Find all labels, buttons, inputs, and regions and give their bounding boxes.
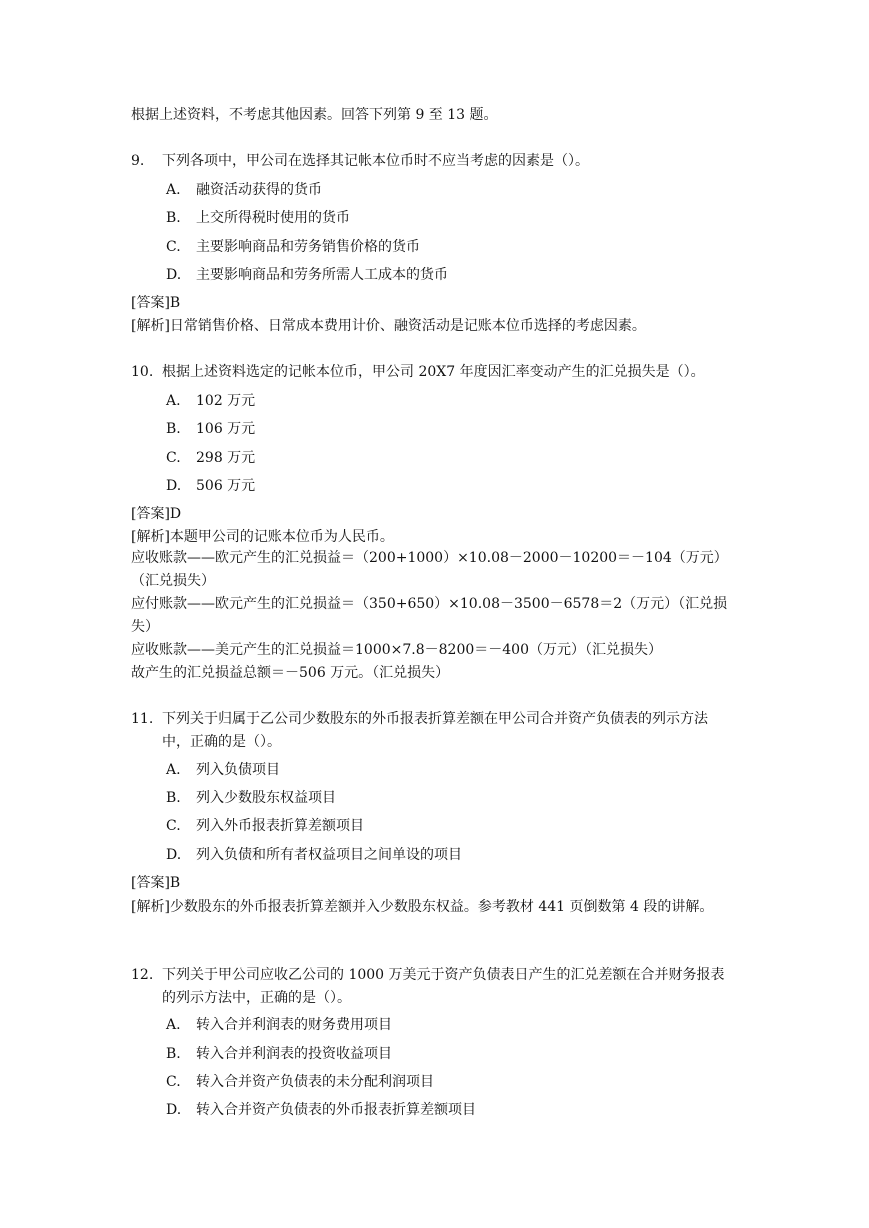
option-letter: A. — [166, 1017, 181, 1033]
option-letter: C. — [166, 1074, 181, 1090]
question-text: 下列各项中，甲公司在选择其记帐本位币时不应当考虑的因素是（）。 — [162, 153, 589, 169]
option-text: 主要影响商品和劳务销售价格的货币 — [196, 239, 420, 255]
analysis-line: [解析]少数股东的外币报表折算差额并入少数股东权益。参考教材 441 页倒数第 4 段的讲解。 — [131, 899, 714, 915]
option-text: 转入合并资产负债表的未分配利润项目 — [196, 1074, 434, 1090]
question-text: 下列关于归属于乙公司少数股东的外币报表折算差额在甲公司合并资产负债表的列示方法中，正确的是（）。 — [162, 711, 708, 750]
option-text: 列入负债和所有者权益项目之间单设的项目 — [196, 847, 462, 863]
option-letter: B. — [166, 1046, 181, 1062]
option-letter: B. — [166, 210, 181, 226]
option-text: 主要影响商品和劳务所需人工成本的货币 — [196, 267, 448, 283]
option-letter: A. — [166, 393, 181, 409]
option-letter: C. — [166, 818, 181, 834]
option-text: 融资活动获得的货币 — [196, 182, 322, 198]
question-number: 12. — [131, 967, 154, 983]
analysis-line: [解析]本题甲公司的记账本位币为人民币。 — [131, 529, 394, 545]
analysis-line: 应收账款——欧元产生的汇兑损益＝（200+1000）×10.08－2000－10200＝－104（万元）（汇兑损失） — [131, 550, 728, 589]
analysis-line: 故产生的汇兑损益总额＝－506 万元。（汇兑损失） — [131, 665, 450, 681]
option-letter: B. — [166, 790, 181, 806]
intro-text: 根据上述资料，不考虑其他因素。回答下列第 9 至 13 题。 — [131, 107, 498, 123]
option-letter: C. — [166, 239, 181, 255]
question-number: 9. — [131, 153, 145, 169]
option-letter: C. — [166, 450, 181, 466]
option-letter: A. — [166, 182, 181, 198]
option-text: 上交所得税时使用的货币 — [196, 210, 350, 226]
option-letter: D. — [166, 478, 182, 494]
option-letter: B. — [166, 421, 181, 437]
answer-line: [答案]B — [131, 295, 181, 311]
question-number: 11. — [131, 711, 154, 727]
option-text: 102 万元 — [196, 393, 256, 409]
option-text: 转入合并资产负债表的外币报表折算差额项目 — [196, 1102, 476, 1118]
question-text: 根据上述资料选定的记帐本位币，甲公司 20X7 年度因汇率变动产生的汇兑损失是（）。 — [162, 364, 705, 380]
analysis-line: 应付账款——欧元产生的汇兑损益＝（350+650）×10.08－3500－6578＝2（万元）（汇兑损失） — [131, 596, 728, 635]
option-text: 列入外币报表折算差额项目 — [196, 818, 364, 834]
option-text: 506 万元 — [196, 478, 256, 494]
answer-line: [答案]D — [131, 506, 182, 522]
option-letter: D. — [166, 267, 182, 283]
option-text: 298 万元 — [196, 450, 256, 466]
option-text: 转入合并利润表的财务费用项目 — [196, 1017, 392, 1033]
question-number: 10. — [131, 364, 154, 380]
option-text: 列入少数股东权益项目 — [196, 790, 336, 806]
option-text: 列入负债项目 — [196, 762, 280, 778]
option-text: 106 万元 — [196, 421, 256, 437]
analysis-line: [解析]日常销售价格、日常成本费用计价、融资活动是记账本位币选择的考虑因素。 — [131, 318, 646, 334]
answer-line: [答案]B — [131, 875, 181, 891]
option-letter: D. — [166, 847, 182, 863]
question-text: 下列关于甲公司应收乙公司的 1000 万美元于资产负债表日产生的汇兑差额在合并财务报表的列示方法中，正确的是（）。 — [162, 967, 725, 1006]
analysis-line: 应收账款——美元产生的汇兑损益＝1000×7.8－8200＝－400（万元）（汇兑损失） — [131, 642, 662, 658]
option-letter: D. — [166, 1102, 182, 1118]
option-text: 转入合并利润表的投资收益项目 — [196, 1046, 392, 1062]
option-letter: A. — [166, 762, 181, 778]
